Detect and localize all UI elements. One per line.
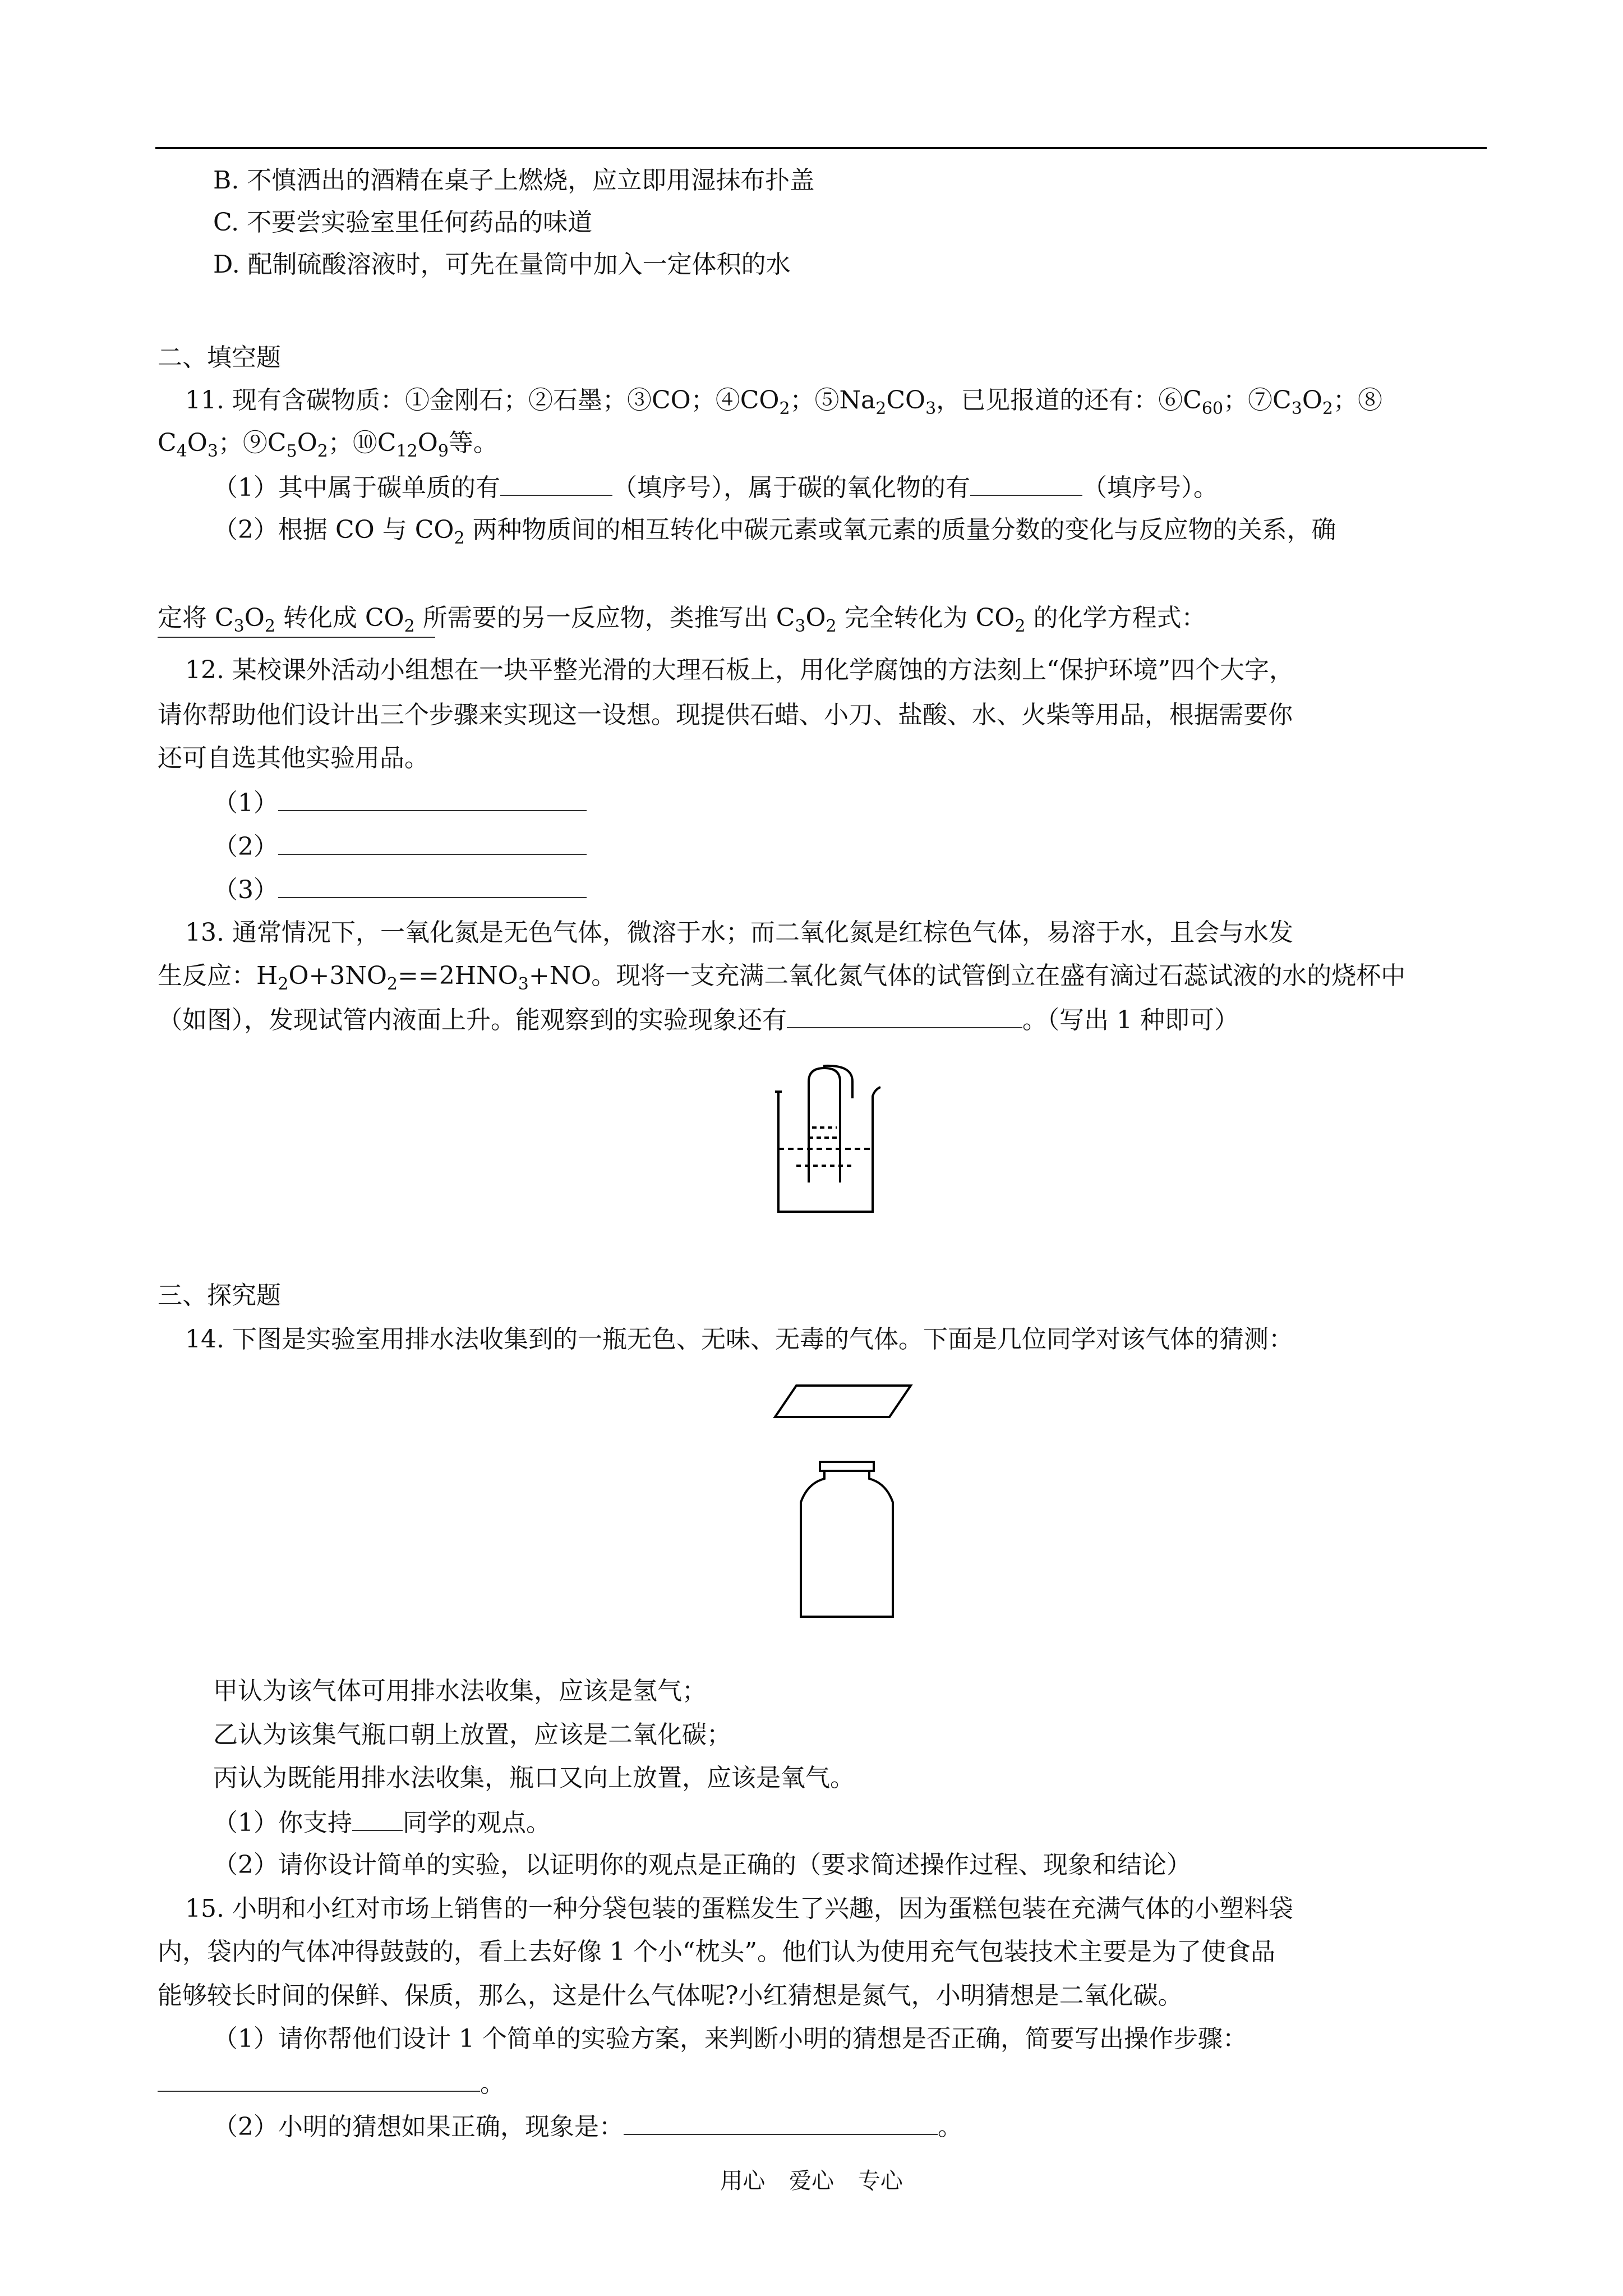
answer-blank[interactable]	[500, 470, 612, 496]
q12-line1: 12. 某校课外活动小组想在一块平整光滑的大理石板上，用化学腐蚀的方法刻上“保护环境”四个大字，	[185, 656, 1294, 684]
answer-blank[interactable]	[787, 1002, 1022, 1028]
option-d: D. 配制硫酸溶液时，可先在量筒中加入一定体积的水	[213, 250, 791, 279]
q12-line3: 还可自选其他实验用品。	[158, 744, 429, 772]
beaker-test-tube-diagram	[768, 1065, 892, 1222]
q11-part2-line2: 定将 $C_3O_2$ 转化成 $CO_2$ 所需要的另一反应物，类推写出 $C_3O_2$ 完全转化为 $CO_2$ 的化学方程式：	[158, 604, 1206, 636]
q11-line2: $C_4O_3$；$⑨C_5O_2$；$⑩C_{12}O_9$等。	[158, 429, 498, 461]
q11-part2-line1: （2）根据 CO 与 $CO_2$ 两种物质间的相互转化中碳元素或氧元素的质量分数的变化与反应物的关系，确	[213, 516, 1336, 548]
q15-part1: （1）请你帮他们设计 1 个简单的实验方案，来判断小明的猜想是否正确，简要写出操作步骤：	[213, 2024, 1247, 2053]
q12-line2: 请你帮助他们设计出三个步骤来实现这一设想。现提供石蜡、小刀、盐酸、水、火柴等用品，根据需要你	[158, 701, 1293, 729]
q12-step1: （1）	[213, 785, 587, 820]
q11-equation-blank[interactable]	[158, 637, 435, 638]
q13-line2: 生反应：$H_2O+3NO_2==2HNO_3+NO$。现将一支充满二氧化氮气体的试管倒立在盛有滴过石蕊试液的水的烧杯中	[158, 961, 1406, 994]
q14-part1: （1）你支持 同学的观点。	[213, 1805, 551, 1840]
q15-part2: （2）小明的猜想如果正确，现象是： 。	[213, 2109, 962, 2144]
header-rule	[155, 147, 1487, 149]
q13-line3: （如图），发现试管内液面上升。能观察到的实验现象还有 。（写出 1 种即可）	[158, 1002, 1239, 1037]
answer-blank[interactable]	[158, 2066, 480, 2092]
answer-blank[interactable]	[278, 829, 587, 855]
answer-blank[interactable]	[352, 1805, 403, 1831]
q11-part1: （1）其中属于碳单质的有 （填序号），属于碳的氧化物的有 （填序号）。	[213, 470, 1218, 505]
q13-line1: 13. 通常情况下，一氧化氮是无色气体，微溶于水；而二氧化氮是红棕色气体，易溶于水，且会与水发	[185, 918, 1293, 947]
answer-blank[interactable]	[278, 872, 587, 898]
glass-plate-diagram	[774, 1383, 914, 1423]
q12-step3: （3）	[213, 872, 587, 907]
answer-blank[interactable]	[278, 785, 587, 811]
page-footer: 用心 爱心 专心	[720, 2168, 903, 2194]
section-fill-heading: 二、填空题	[158, 343, 281, 372]
q14-yi: 乙认为该集气瓶口朝上放置，应该是二氧化碳；	[213, 1720, 731, 1749]
section-explore-heading: 三、探究题	[158, 1281, 281, 1310]
q15-line1: 15. 小明和小红对市场上销售的一种分袋包装的蛋糕发生了兴趣，因为蛋糕包装在充满气体的小塑料袋	[185, 1894, 1293, 1923]
gas-bottle-diagram	[796, 1457, 897, 1620]
q11-line1: 11. 现有含碳物质：①金刚石；②石墨；③CO；$④CO_2$；$⑤Na_2CO_3$，已见报道的还有：$⑥C_{60}$；$⑦C_3O_2$；⑧	[185, 386, 1382, 418]
option-b: B. 不慎洒出的酒精在桌子上燃烧，应立即用湿抹布扑盖	[213, 166, 815, 195]
q15-line2: 内，袋内的气体冲得鼓鼓的，看上去好像 1 个小“枕头”。他们认为使用充气包装技术主要是为了使食品	[158, 1938, 1275, 1966]
answer-blank[interactable]	[624, 2109, 938, 2135]
q15-part1-answer: 。	[158, 2066, 505, 2101]
answer-blank[interactable]	[970, 470, 1082, 496]
q12-step2: （2）	[213, 829, 587, 864]
q15-line3: 能够较长时间的保鲜、保质，那么，这是什么气体呢?小红猜想是氮气，小明猜想是二氧化碳。	[158, 1981, 1183, 2010]
q14-jia: 甲认为该气体可用排水法收集，应该是氢气；	[213, 1677, 707, 1705]
q14-part2: （2）请你设计简单的实验，以证明你的观点是正确的（要求简述操作过程、现象和结论）	[213, 1851, 1191, 1879]
q14-bing: 丙认为既能用排水法收集，瓶口又向上放置，应该是氧气。	[213, 1764, 855, 1792]
q14-line1: 14. 下图是实验室用排水法收集到的一瓶无色、无味、无毒的气体。下面是几位同学对该气体的猜测：	[185, 1325, 1293, 1354]
option-c: C. 不要尝实验室里任何药品的味道	[213, 208, 593, 237]
